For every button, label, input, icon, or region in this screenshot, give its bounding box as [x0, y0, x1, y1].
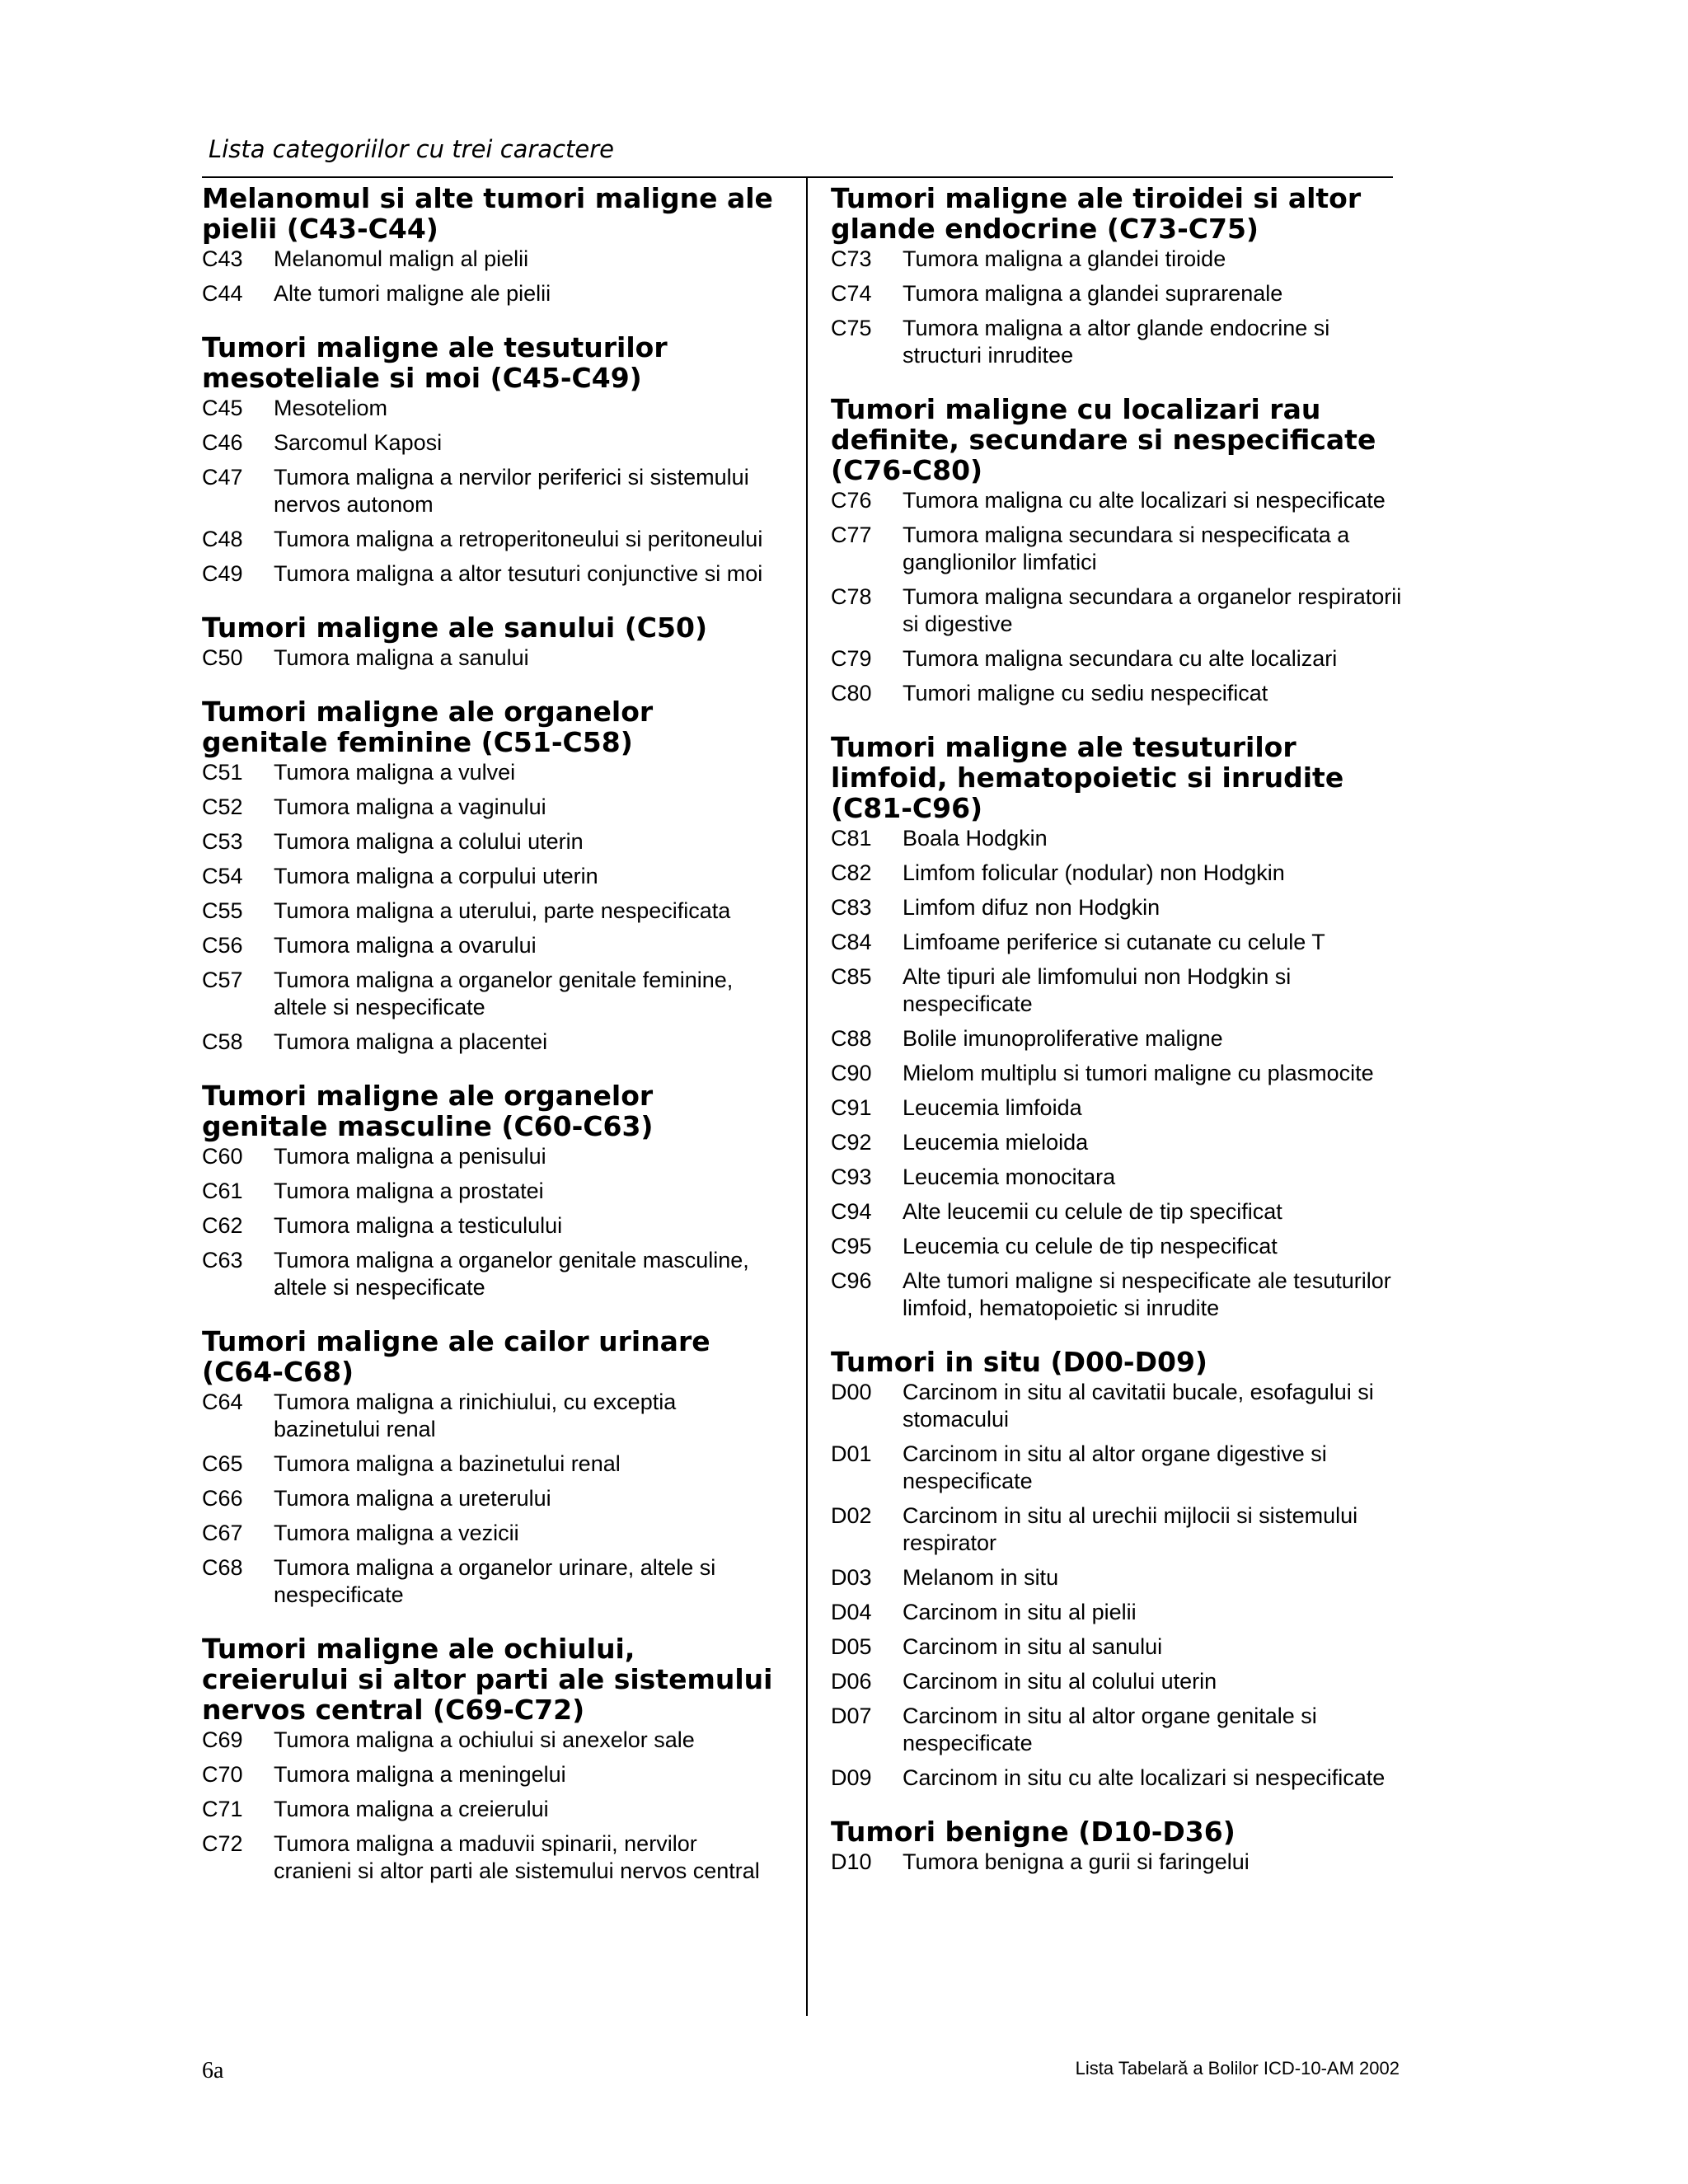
category-description: Limfom folicular (nodular) non Hodgkin: [903, 860, 1285, 885]
section-title: Tumori maligne ale tiroidei si altor glande endocrine (C73-C75): [831, 182, 1362, 245]
category-entry: [831, 1849, 1408, 1876]
category-code: C64: [202, 1390, 243, 1414]
category-description: Tumora maligna a ochiului si anexelor sale: [274, 1727, 695, 1752]
category-entry: [202, 429, 779, 457]
category-entry: [831, 860, 1408, 887]
category-entry: [831, 246, 1408, 273]
category-entry: [831, 315, 1408, 369]
category-entry: [202, 1520, 779, 1547]
category-description: Tumora maligna secundara si nespecificata a ganglionilor limfatici: [903, 523, 1350, 574]
category-code: C66: [202, 1486, 243, 1511]
category-entry: [831, 1025, 1408, 1052]
category-code: C88: [831, 1026, 872, 1051]
category-code: C93: [831, 1165, 872, 1189]
category-description: Bolile imunoproliferative maligne: [903, 1026, 1223, 1051]
page-header: Lista categoriilor cu trei caractere: [209, 135, 615, 163]
category-entry: [202, 560, 779, 588]
category-description: Tumora maligna a ovarului: [274, 933, 537, 958]
category-code: D05: [831, 1634, 872, 1659]
category-code: C44: [202, 281, 243, 306]
category-code: C72: [202, 1831, 243, 1856]
category-entry: [202, 1485, 779, 1512]
category-entry: [831, 487, 1408, 514]
category-entry: [831, 1129, 1408, 1156]
category-description: Tumora maligna a vulvei: [274, 760, 516, 785]
category-code: C84: [831, 930, 872, 954]
section-title: Tumori maligne ale organelor genitale feminine (C51-C58): [202, 696, 654, 758]
category-code: C79: [831, 646, 872, 671]
category-description: Tumora maligna a retroperitoneului si peritoneului: [274, 527, 763, 551]
category-description: Tumora maligna a ureterului: [274, 1486, 551, 1511]
category-code: C83: [831, 895, 872, 920]
column-divider: [806, 176, 808, 2016]
category-description: Tumora maligna a organelor genitale masculine, altele si nespecificate: [274, 1248, 749, 1300]
category-code: D04: [831, 1600, 872, 1624]
category-section: [202, 1633, 779, 1885]
category-code: C46: [202, 430, 243, 455]
category-code: C92: [831, 1130, 872, 1155]
category-entry: [831, 1060, 1408, 1087]
category-section: [831, 1816, 1408, 1876]
category-entry: [202, 794, 779, 821]
category-code: C55: [202, 898, 243, 923]
category-description: Carcinom in situ cu alte localizari si nespecificate: [903, 1765, 1386, 1790]
category-description: Tumora maligna a sanului: [274, 645, 529, 670]
category-description: Tumora maligna a colului uterin: [274, 829, 584, 854]
category-code: C49: [202, 561, 243, 586]
category-description: Melanomul malign al pielii: [274, 246, 529, 271]
category-description: Tumora maligna a altor glande endocrine si structuri inruditee: [903, 316, 1330, 368]
section-title: Tumori in situ (D00-D09): [831, 1346, 1208, 1378]
category-entry: [831, 522, 1408, 576]
footer-title: Lista Tabelară a Bolilor ICD-10-AM 2002: [1075, 2058, 1400, 2079]
section-title: Tumori maligne ale organelor genitale masculine (C60-C63): [202, 1080, 654, 1142]
category-description: Carcinom in situ al cavitatii bucale, esofagului si stomacului: [903, 1380, 1374, 1432]
category-description: Leucemia monocitara: [903, 1165, 1116, 1189]
category-entry: [202, 1029, 779, 1056]
category-description: Alte tumori maligne si nespecificate ale tesuturilor limfoid, hematopoietic si inrudite: [903, 1268, 1391, 1320]
category-code: C96: [831, 1268, 872, 1293]
category-code: D02: [831, 1503, 872, 1528]
category-entry: [202, 1830, 779, 1885]
category-entry: [202, 1143, 779, 1170]
category-code: C73: [831, 246, 872, 271]
category-description: Tumora maligna a maduvii spinarii, nervilor cranieni si altor parti ale sistemului nervos central: [274, 1831, 760, 1883]
category-code: D09: [831, 1765, 872, 1790]
category-entry: [202, 1554, 779, 1609]
category-entry: [831, 280, 1408, 307]
category-entry: [202, 1761, 779, 1788]
category-entry: [202, 1247, 779, 1301]
category-description: Carcinom in situ al colului uterin: [903, 1669, 1217, 1694]
section-title: Tumori benigne (D10-D36): [831, 1816, 1236, 1848]
category-description: Alte tipuri ale limfomului non Hodgkin si nespecificate: [903, 964, 1292, 1016]
category-code: C75: [831, 316, 872, 340]
left-column: [202, 183, 779, 1910]
category-entry: [202, 967, 779, 1021]
category-entry: [831, 1164, 1408, 1191]
category-entry: [831, 1233, 1408, 1260]
category-description: Carcinom in situ al pielii: [903, 1600, 1137, 1624]
category-description: Leucemia cu celule de tip nespecificat: [903, 1234, 1278, 1258]
category-code: C48: [202, 527, 243, 551]
category-code: C57: [202, 968, 243, 992]
category-entry: [831, 1703, 1408, 1757]
category-code: C90: [831, 1061, 872, 1085]
category-code: C47: [202, 465, 243, 490]
category-description: Limfom difuz non Hodgkin: [903, 895, 1160, 920]
category-entry: [831, 1094, 1408, 1122]
category-code: C51: [202, 760, 243, 785]
category-code: C78: [831, 584, 872, 609]
category-entry: [202, 644, 779, 672]
category-description: Leucemia mieloida: [903, 1130, 1089, 1155]
category-description: Tumora maligna a organelor genitale feminine, altele si nespecificate: [274, 968, 734, 1019]
category-description: Carcinom in situ al altor organe digestive si nespecificate: [903, 1441, 1327, 1493]
category-entry: [202, 1727, 779, 1754]
right-column: [831, 183, 1408, 1900]
category-code: C58: [202, 1029, 243, 1054]
category-entry: [202, 526, 779, 553]
category-code: C65: [202, 1451, 243, 1476]
category-entry: [831, 929, 1408, 956]
category-section: [831, 732, 1408, 1322]
section-title: Tumori maligne cu localizari rau definite, secundare si nespecificate (C76-C80): [831, 393, 1376, 486]
category-entry: [831, 1379, 1408, 1433]
category-entry: [202, 932, 779, 959]
category-entry: [202, 1389, 779, 1443]
category-entry: [202, 759, 779, 786]
category-code: C95: [831, 1234, 872, 1258]
category-section: [202, 1326, 779, 1609]
section-title: Tumori maligne ale cailor urinare (C64-C68): [202, 1325, 710, 1388]
category-section: [202, 612, 779, 672]
category-description: Tumora maligna secundara cu alte localizari: [903, 646, 1338, 671]
category-code: D03: [831, 1565, 872, 1590]
category-description: Tumora maligna a meningelui: [274, 1762, 566, 1787]
category-entry: [831, 1668, 1408, 1695]
category-code: D06: [831, 1669, 872, 1694]
category-entry: [202, 1178, 779, 1205]
category-entry: [202, 1451, 779, 1478]
category-description: Tumori maligne cu sediu nespecificat: [903, 681, 1268, 705]
category-description: Alte tumori maligne ale pielii: [274, 281, 551, 306]
category-entry: [831, 645, 1408, 673]
category-code: C60: [202, 1144, 243, 1169]
category-code: C54: [202, 864, 243, 888]
category-code: C56: [202, 933, 243, 958]
section-title: Tumori maligne ale tesuturilor mesoteliale si moi (C45-C49): [202, 331, 668, 394]
category-section: [202, 332, 779, 588]
category-code: C69: [202, 1727, 243, 1752]
category-description: Leucemia limfoida: [903, 1095, 1082, 1120]
category-entry: [202, 464, 779, 518]
category-code: C68: [202, 1555, 243, 1580]
category-entry: [831, 1198, 1408, 1226]
category-description: Tumora maligna a corpului uterin: [274, 864, 598, 888]
category-description: Mesoteliom: [274, 396, 388, 420]
category-description: Tumora maligna a penisului: [274, 1144, 546, 1169]
category-code: C52: [202, 794, 243, 819]
category-entry: [831, 1564, 1408, 1591]
category-description: Tumora maligna cu alte localizari si nespecificate: [903, 488, 1386, 513]
category-description: Sarcomul Kaposi: [274, 430, 443, 455]
category-description: Tumora benigna a gurii si faringelui: [903, 1849, 1250, 1874]
category-description: Tumora maligna a glandei tiroide: [903, 246, 1226, 271]
category-description: Tumora maligna a prostatei: [274, 1179, 544, 1203]
category-section: [831, 1347, 1408, 1792]
category-description: Tumora maligna a vezicii: [274, 1521, 519, 1545]
section-title: Melanomul si alte tumori maligne ale pielii (C43-C44): [202, 182, 773, 245]
category-description: Tumora maligna secundara a organelor respiratorii si digestive: [903, 584, 1402, 636]
category-code: C77: [831, 523, 872, 547]
category-code: C63: [202, 1248, 243, 1272]
category-entry: [831, 1502, 1408, 1557]
category-description: Melanom in situ: [903, 1565, 1059, 1590]
category-code: C74: [831, 281, 872, 306]
category-section: [202, 183, 779, 307]
category-entry: [202, 395, 779, 422]
category-section: [202, 1080, 779, 1301]
category-entry: [202, 1796, 779, 1823]
category-code: C85: [831, 964, 872, 989]
category-code: C70: [202, 1762, 243, 1787]
category-description: Tumora maligna a testiculului: [274, 1213, 563, 1238]
category-code: C76: [831, 488, 872, 513]
category-code: C91: [831, 1095, 872, 1120]
category-entry: [831, 1268, 1408, 1322]
category-entry: [831, 894, 1408, 921]
section-title: Tumori maligne ale ochiului, creierului si altor parti ale sistemului nervos central (C69-C72): [202, 1633, 773, 1726]
category-code: C50: [202, 645, 243, 670]
category-entry: [831, 1441, 1408, 1495]
category-description: Carcinom in situ al sanului: [903, 1634, 1163, 1659]
category-entry: [202, 898, 779, 925]
category-code: C61: [202, 1179, 243, 1203]
category-description: Tumora maligna a organelor urinare, altele si nespecificate: [274, 1555, 716, 1607]
category-description: Tumora maligna a uterului, parte nespecificata: [274, 898, 731, 923]
category-code: C80: [831, 681, 872, 705]
category-code: C53: [202, 829, 243, 854]
category-section: [202, 696, 779, 1056]
category-description: Limfoame periferice si cutanate cu celule T: [903, 930, 1325, 954]
category-code: C62: [202, 1213, 243, 1238]
section-title: Tumori maligne ale tesuturilor limfoid, hematopoietic si inrudite (C81-C96): [831, 731, 1344, 824]
category-description: Alte leucemii cu celule de tip specificat: [903, 1199, 1282, 1224]
category-code: C45: [202, 396, 243, 420]
category-code: C82: [831, 860, 872, 885]
category-entry: [831, 1599, 1408, 1626]
category-description: Tumora maligna a creierului: [274, 1797, 549, 1821]
category-description: Tumora maligna a nervilor periferici si sistemului nervos autonom: [274, 465, 749, 517]
header-rule: [202, 176, 1393, 178]
category-code: D00: [831, 1380, 872, 1404]
category-entry: [202, 863, 779, 890]
category-entry: [202, 1212, 779, 1240]
category-entry: [831, 583, 1408, 638]
category-description: Tumora maligna a vaginului: [274, 794, 546, 819]
category-description: Tumora maligna a bazinetului renal: [274, 1451, 621, 1476]
category-description: Tumora maligna a altor tesuturi conjunctive si moi: [274, 561, 763, 586]
category-entry: [831, 825, 1408, 852]
category-code: C43: [202, 246, 243, 271]
category-code: C67: [202, 1521, 243, 1545]
category-code: D07: [831, 1704, 872, 1728]
category-entry: [831, 1765, 1408, 1792]
category-code: C94: [831, 1199, 872, 1224]
category-description: Carcinom in situ al urechii mijlocii si sistemului respirator: [903, 1503, 1358, 1555]
category-entry: [831, 963, 1408, 1018]
category-entry: [202, 828, 779, 855]
category-section: [831, 394, 1408, 707]
category-description: Mielom multiplu si tumori maligne cu plasmocite: [903, 1061, 1374, 1085]
category-description: Carcinom in situ al altor organe genitale si nespecificate: [903, 1704, 1317, 1755]
category-entry: [202, 280, 779, 307]
page-number: 6a: [202, 2058, 224, 2083]
category-code: C71: [202, 1797, 243, 1821]
category-entry: [831, 1633, 1408, 1661]
category-code: D10: [831, 1849, 872, 1874]
category-entry: [202, 246, 779, 273]
category-code: D01: [831, 1441, 872, 1466]
category-entry: [831, 680, 1408, 707]
category-description: Tumora maligna a rinichiului, cu exceptia bazinetului renal: [274, 1390, 677, 1441]
category-code: C81: [831, 826, 872, 851]
category-description: Tumora maligna a placentei: [274, 1029, 548, 1054]
section-title: Tumori maligne ale sanului (C50): [202, 612, 708, 644]
category-description: Tumora maligna a glandei suprarenale: [903, 281, 1283, 306]
category-description: Boala Hodgkin: [903, 826, 1048, 851]
category-section: [831, 183, 1408, 369]
